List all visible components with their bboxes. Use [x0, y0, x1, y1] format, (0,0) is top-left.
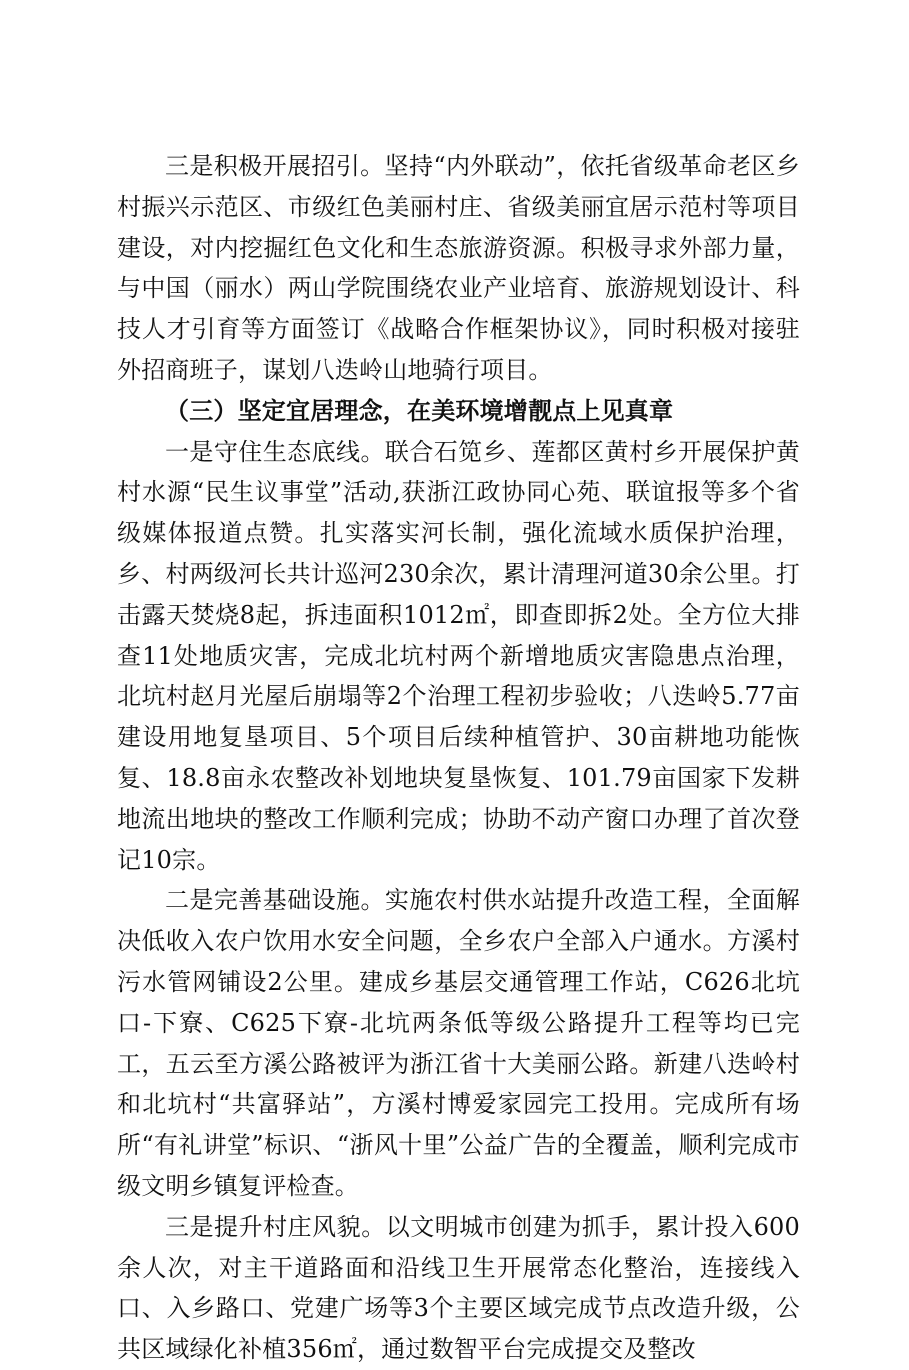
- paragraph-village-appearance: 三是提升村庄风貌。以文明城市创建为抓手，累计投入600余人次，对主干道路面和沿线卫生开展常态化整治，连接线入口、入乡路口、党建广场等3个主要区域完成节点改造升级，公共区域绿化补植356㎡，通过数智平台完成提交及整改: [117, 1212, 800, 1364]
- paragraph-ecological-baseline: 一是守住生态底线。联合石笕乡、莲都区黄村乡开展保护黄村水源“民生议事堂”活动,获浙江政协同心苑、联谊报等多个省级媒体报道点赞。扎实落实河长制，强化流域水质保护治理，乡、村两级河长共计巡河230余次，累计清理河道30余公里。打击露天焚烧8起，拆违面积1012㎡，即查即拆2处。全方位大排查11处地质灾害，完成北坑村两个新增地质灾害隐患点治理，北坑村赵月光屋后崩塌等2个治理工程初步验收；八迭岭5.77亩建设用地复垦项目、5个项目后续种植管护、30亩耕地功能恢复、18.8亩永农整改补划地块复垦恢复、101.79亩国家下发耕地流出地块的整改工作顺利完成；协助不动产窗口办理了首次登记10宗。: [117, 437, 800, 874]
- document-body: [117, 146, 800, 1370]
- paragraph-investment-attraction: 三是积极开展招引。坚持“内外联动”，依托省级革命老区乡村振兴示范区、市级红色美丽村庄、省级美丽宜居示范村等项目建设，对内挖掘红色文化和生态旅游资源。积极寻求外部力量，与中国（丽水）两山学院围绕农业产业培育、旅游规划设计、科技人才引育等方面签订《战略合作框架协议》，同时积极对接驻外招商班子，谋划八迭岭山地骑行项目。: [117, 152, 800, 384]
- section-heading-livability: （三）坚定宜居理念，在美环境增靓点上见真章: [165, 395, 674, 425]
- paragraph-infrastructure: 二是完善基础设施。实施农村供水站提升改造工程，全面解决低收入农户饮用水安全问题，全乡农户全部入户通水。方溪村污水管网铺设2公里。建成乡基层交通管理工作站，C626北坑口-下寮、C625下寮-北坑两条低等级公路提升工程等均已完工，五云至方溪公路被评为浙江省十大美丽公路。新建八迭岭村和北坑村“共富驿站”，方溪村博爱家园完工投用。完成所有场所“有礼讲堂”标识、“浙风十里”公益广告的全覆盖，顺利完成市级文明乡镇复评检查。: [117, 886, 800, 1200]
